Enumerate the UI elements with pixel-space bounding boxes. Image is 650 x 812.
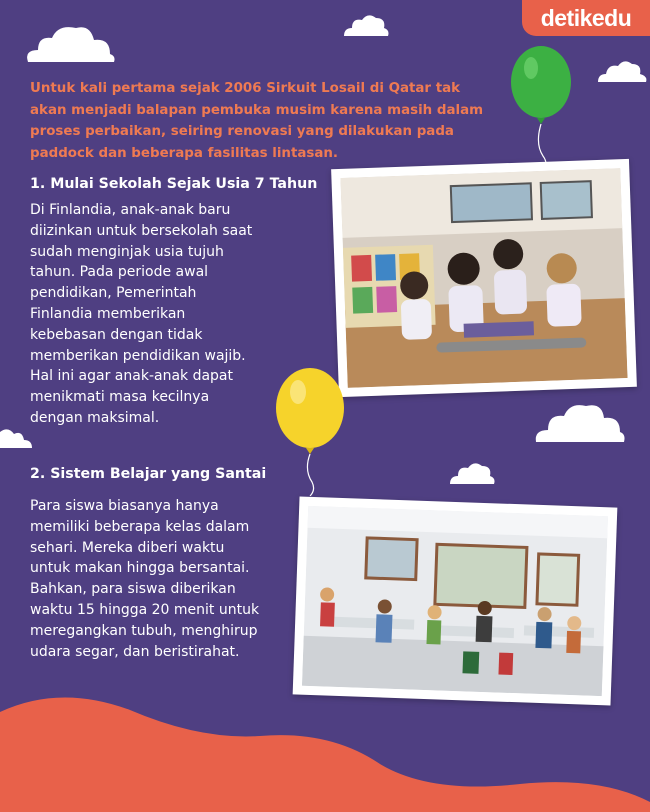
intro-text: Untuk kali pertama sejak 2006 Sirkuit Losail di Qatar tak akan menjadi balapan pembuka musim karena masih dalam proses perbaikan, seiring renovasi yang dilakukan pada paddock dan beberapa fasilitas lintasan. — [30, 81, 484, 161]
cloud-icon — [532, 398, 626, 444]
section-2-body: Para siswa biasanya hanya memiliki beberapa kelas dalam sehari. Mereka diberi waktu untuk makan hingga bersantai. Bahkan, para siswa diberikan waktu 15 hingga 20 menit untuk meregangkan tubuh, menghirup udara segar, dan beristirahat. — [30, 498, 260, 660]
section-1-body: Di Finlandia, anak-anak baru diizinkan untuk bersekolah saat sudah menginjak usia tujuh tahun. Pada periode awal pendidikan, Pemerintah Finlandia memberikan kebebasan dengan tidak memberikan pendidikan wajib. Hal ini agar anak-anak dapat menikmati masa kecilnya dengan maksimal. — [30, 202, 253, 426]
cloud-icon — [596, 58, 648, 84]
photo-classroom — [293, 497, 618, 706]
cloud-icon — [0, 422, 34, 450]
cloud-icon — [22, 22, 118, 66]
photo-children-reading — [331, 159, 637, 397]
balloon-icon — [272, 366, 348, 496]
cloud-icon — [448, 460, 496, 486]
section-1-heading: 1. Mulai Sekolah Sejak Usia 7 Tahun — [30, 176, 318, 192]
cloud-icon — [342, 12, 390, 38]
section-2-heading: 2. Sistem Belajar yang Santai — [30, 466, 267, 482]
brand-logo: detikedu — [522, 0, 650, 36]
balloon-icon — [505, 44, 577, 172]
wave-decoration — [0, 684, 650, 812]
